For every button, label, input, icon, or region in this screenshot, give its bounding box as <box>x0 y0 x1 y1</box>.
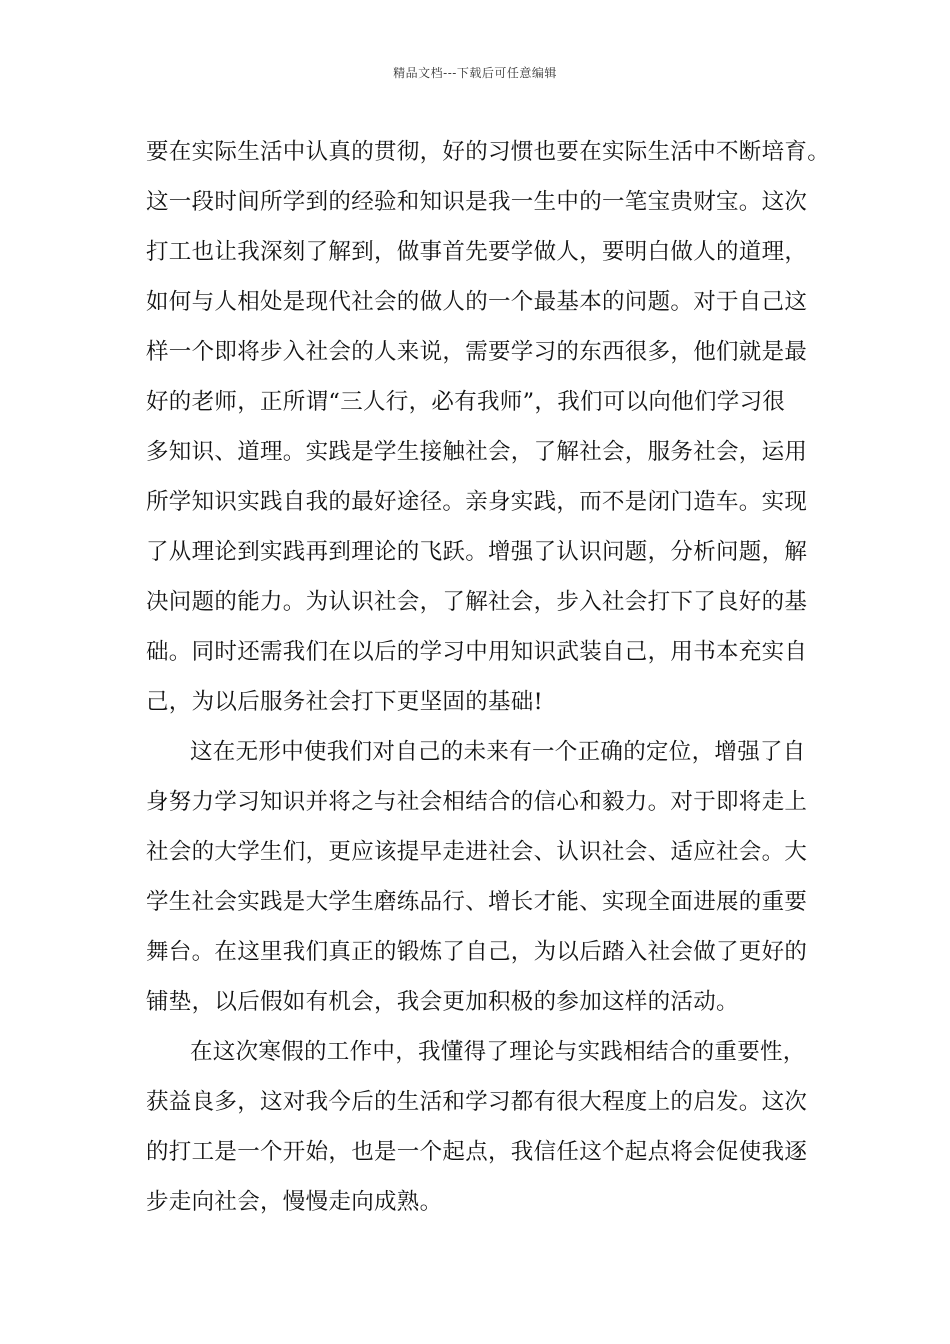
text-line: 要在实际生活中认真的贯彻，好的习惯也要在实际生活中不断培育。 <box>146 139 831 165</box>
text-line: 础。同时还需我们在以后的学习中用知识武装自己，用书本充实自 <box>146 639 808 665</box>
text-line: 如何与人相处是现代社会的做人的一个最基本的问题。对于自己这 <box>146 289 808 315</box>
text-line: 社会的大学生们，更应该提早走进社会、认识社会、适应社会。大 <box>146 839 808 865</box>
text-line: 己，为以后服务社会打下更坚固的基础! <box>146 689 543 715</box>
text-line: 步走向社会，慢慢走向成熟。 <box>146 1189 443 1215</box>
text-line: 铺垫，以后假如有机会，我会更加积极的参加这样的活动。 <box>146 989 739 1015</box>
text-line: 这一段时间所学到的经验和知识是我一生中的一笔宝贵财宝。这次 <box>146 189 808 215</box>
text-line: 多知识、道理。实践是学生接触社会，了解社会，服务社会，运用 <box>146 439 808 465</box>
paragraph <box>146 1027 810 1227</box>
text-line: 所学知识实践自我的最好途径。亲身实践，而不是闭门造车。实现 <box>146 489 808 515</box>
paragraph <box>146 127 831 727</box>
text-line: 在这次寒假的工作中，我懂得了理论与实践相结合的重要性， <box>190 1039 806 1065</box>
text-line: 舞台。在这里我们真正的锻炼了自己，为以后踏入社会做了更好的 <box>146 939 808 965</box>
text-line: 的打工是一个开始，也是一个起点，我信任这个起点将会促使我逐 <box>146 1139 808 1165</box>
text-line: 好的老师，正所谓“三人行，必有我师”，我们可以向他们学习很 <box>146 389 786 415</box>
text-line: 决问题的能力。为认识社会，了解社会，步入社会打下了良好的基 <box>146 589 808 615</box>
text-line: 打工也让我深刻了解到，做事首先要学做人，要明白做人的道理， <box>146 239 808 265</box>
text-line: 了从理论到实践再到理论的飞跃。增强了认识问题，分析问题，解 <box>146 539 808 565</box>
page-header: 精品文档---下载后可任意编辑 <box>393 66 557 80</box>
document-body <box>146 127 831 1227</box>
text-line: 身努力学习知识并将之与社会相结合的信心和毅力。对于即将走上 <box>146 789 808 815</box>
paragraph <box>146 727 810 1027</box>
text-line: 样一个即将步入社会的人来说，需要学习的东西很多，他们就是最 <box>146 339 808 365</box>
text-line: 学生社会实践是大学生磨练品行、增长才能、实现全面进展的重要 <box>146 889 808 915</box>
text-line: 获益良多，这对我今后的生活和学习都有很大程度上的启发。这次 <box>146 1089 808 1115</box>
text-line: 这在无形中使我们对自己的未来有一个正确的定位，增强了自 <box>190 739 806 765</box>
